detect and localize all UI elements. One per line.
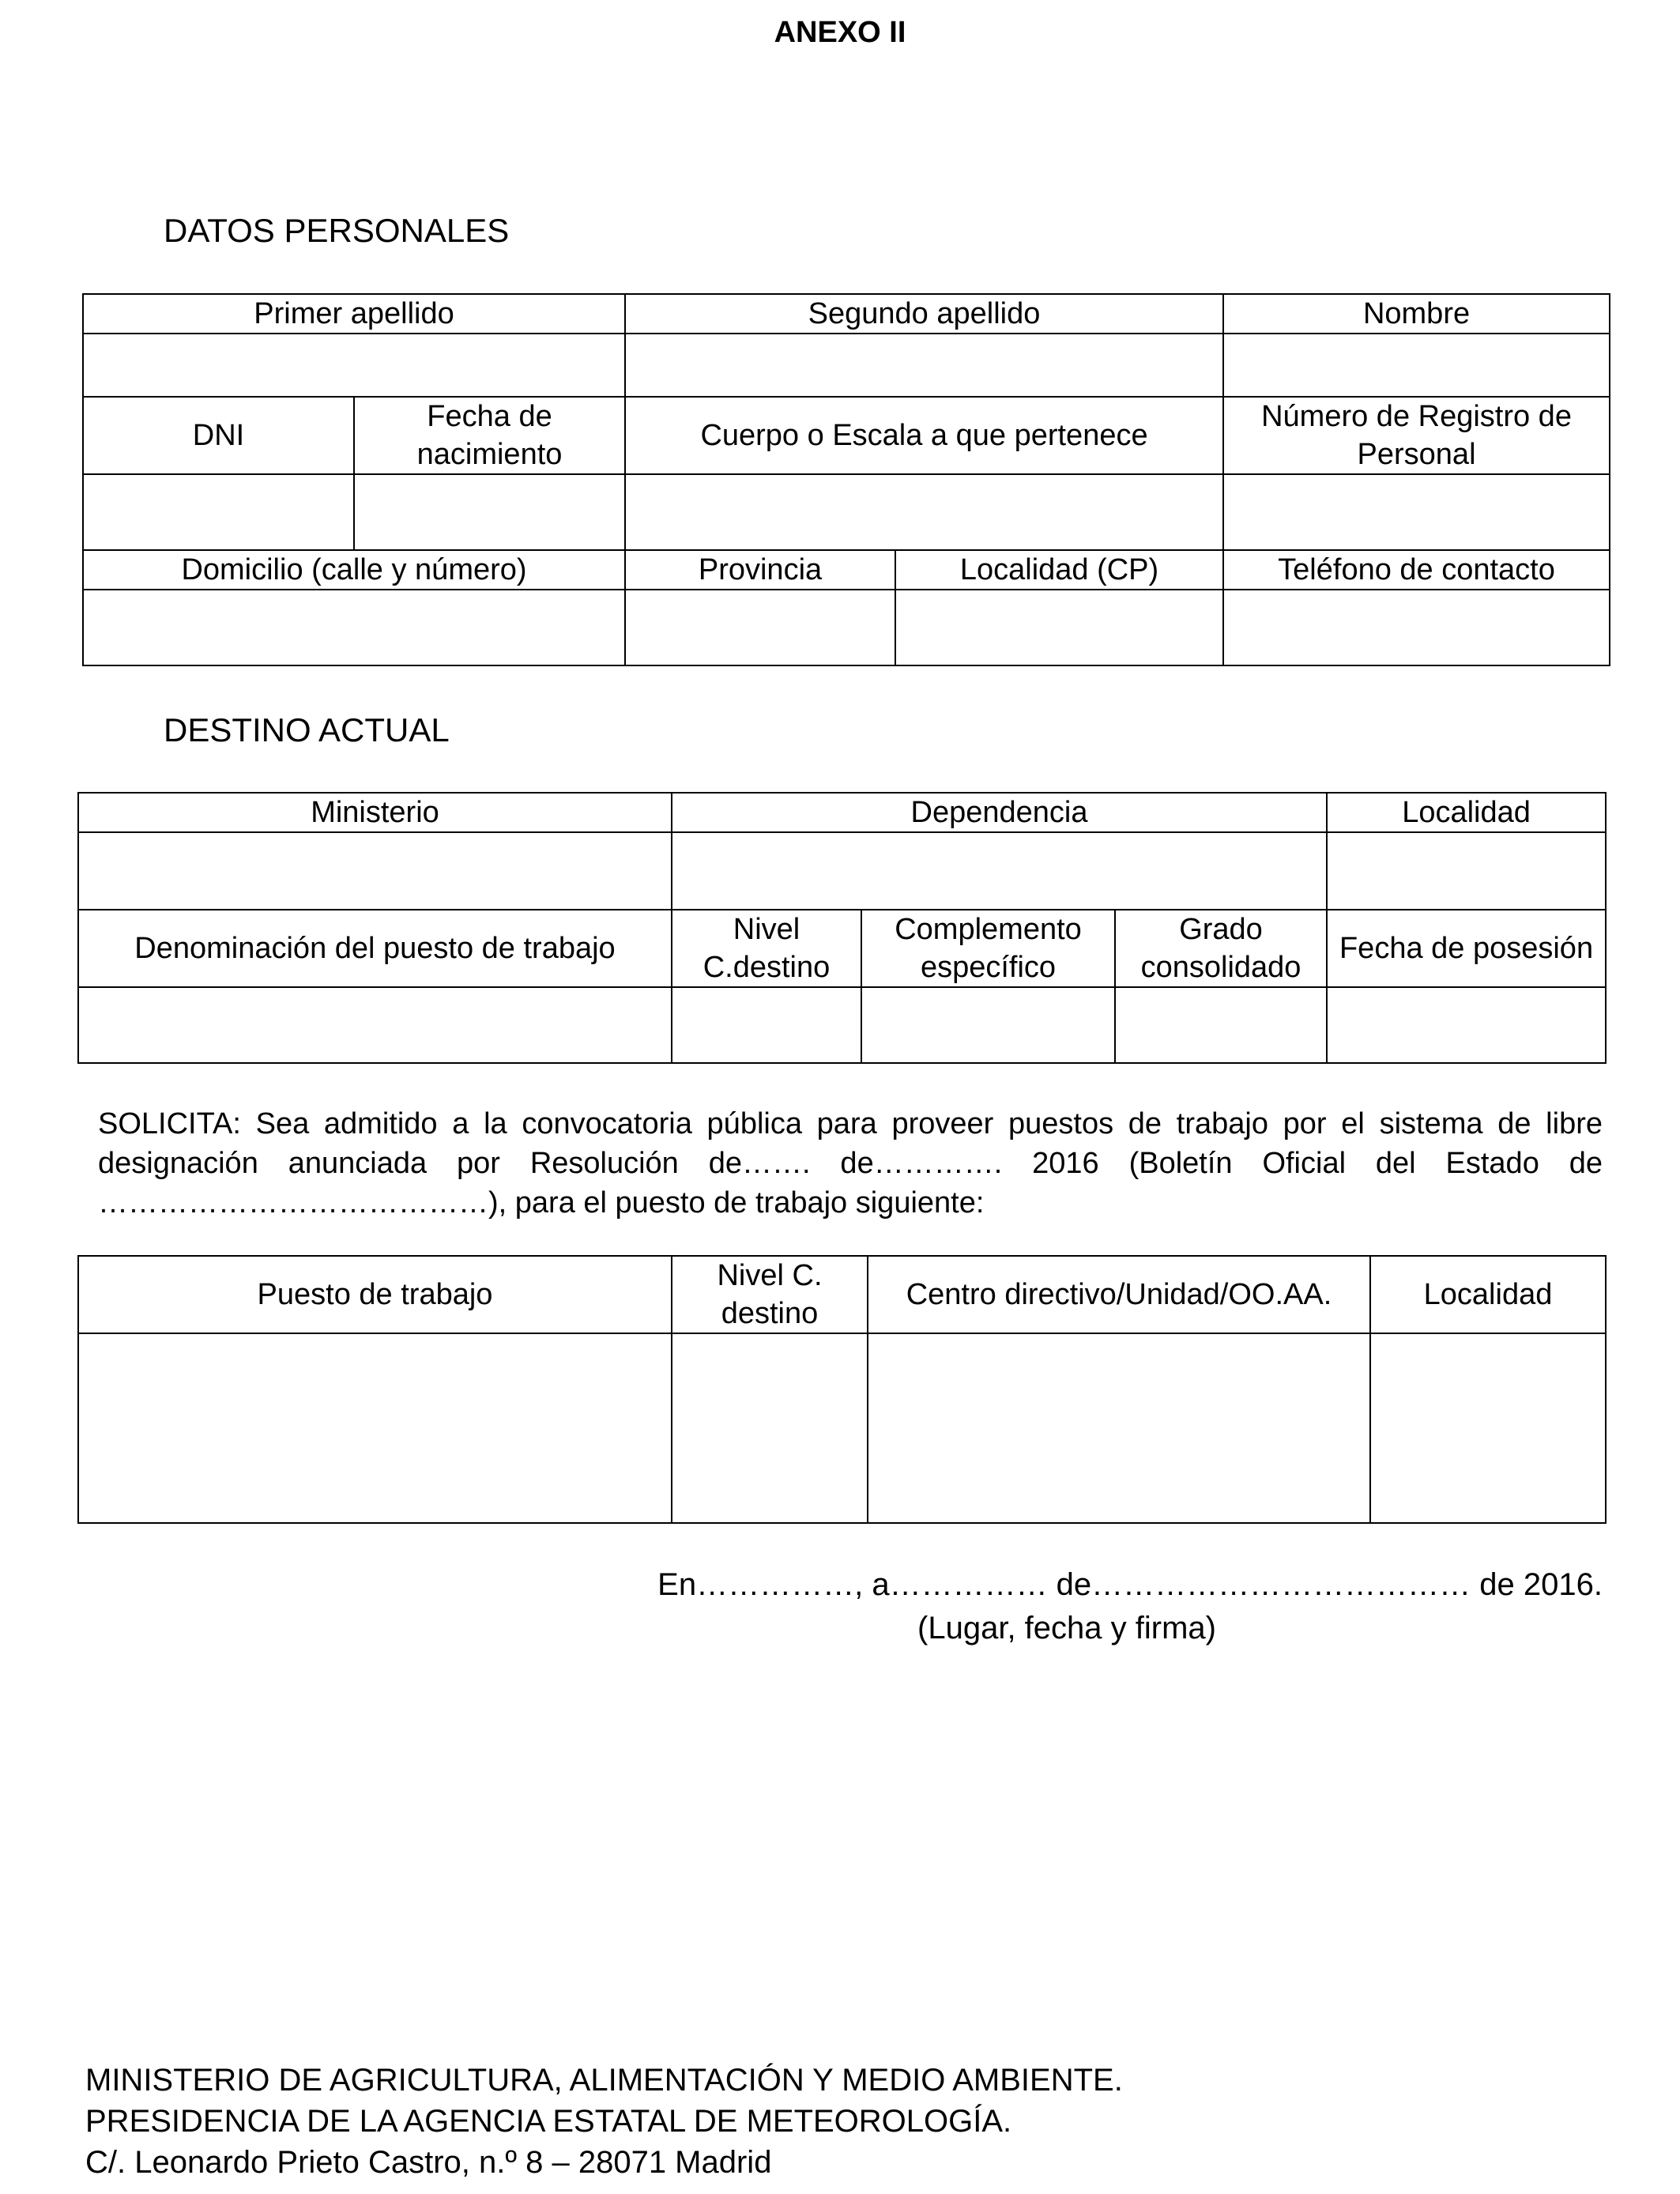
field-puesto-trabajo[interactable] [78,1333,672,1523]
destino-actual-table [77,792,1607,1064]
header-provincia: Provincia [625,550,895,590]
header-localidad-cp: Localidad (CP) [895,550,1223,590]
header-telefono-contacto: Teléfono de contacto [1223,550,1610,590]
field-ministerio[interactable] [78,832,672,910]
field-cuerpo-escala[interactable] [625,474,1223,550]
field-dependencia[interactable] [672,832,1327,910]
header-cuerpo-escala: Cuerpo o Escala a que pertenece [625,397,1223,474]
header-centro-directivo: Centro directivo/Unidad/OO.AA. [868,1256,1370,1333]
header-dependencia: Dependencia [672,793,1327,832]
header-denominacion-puesto: Denominación del puesto de trabajo [78,910,672,987]
field-denominacion-puesto[interactable] [78,987,672,1063]
header-segundo-apellido: Segundo apellido [625,294,1223,334]
footer-line-address: C/. Leonardo Prieto Castro, n.º 8 – 28071 Madrid [85,2145,772,2180]
solicita-paragraph: SOLICITA: Sea admitido a la convocatoria pública para proveer puestos de trabajo por el sistema de libre designación anunciada por Resolución de……. de…………. 2016 (Boletín Oficial del Estado de …………………………………), para el puesto de trabajo siguiente: [98,1107,1603,1220]
field-nivel-c-destino[interactable] [672,987,861,1063]
document-title: ANEXO II [774,16,906,49]
header-ministerio: Ministerio [78,793,672,832]
field-nombre[interactable] [1223,334,1610,397]
field-dni[interactable] [83,474,354,550]
header-puesto-trabajo: Puesto de trabajo [78,1256,672,1333]
date-line: En……………, a…………… de……………………………… de 2016. [657,1567,1603,1602]
header-fecha-posesion: Fecha de posesión [1327,910,1606,987]
section-heading-datos-personales: DATOS PERSONALES [164,212,510,249]
field-centro-directivo[interactable] [868,1333,1370,1523]
signature-caption: (Lugar, fecha y firma) [917,1611,1216,1646]
field-grado-consolidado[interactable] [1115,987,1327,1063]
field-provincia[interactable] [625,590,895,665]
field-telefono-contacto[interactable] [1223,590,1610,665]
field-domicilio[interactable] [83,590,625,665]
footer-line-presidencia: PRESIDENCIA DE LA AGENCIA ESTATAL DE METEOROLOGÍA. [85,2104,1012,2139]
section-heading-destino-actual: DESTINO ACTUAL [164,711,450,748]
field-fecha-posesion[interactable] [1327,987,1606,1063]
footer-line-ministerio: MINISTERIO DE AGRICULTURA, ALIMENTACIÓN Y MEDIO AMBIENTE. [85,2063,1123,2098]
puesto-solicitado-table [77,1255,1607,1524]
field-segundo-apellido[interactable] [625,334,1223,397]
header-dni: DNI [83,397,354,474]
header-domicilio: Domicilio (calle y número) [83,550,625,590]
field-complemento-especifico[interactable] [861,987,1115,1063]
header-nivel-c-destino-solicitado: Nivel C. destino [672,1256,868,1333]
header-numero-registro-personal: Número de Registro de Personal [1223,397,1610,474]
datos-personales-table [82,293,1610,666]
header-nombre: Nombre [1223,294,1610,334]
header-fecha-nacimiento: Fecha de nacimiento [354,397,625,474]
header-localidad-solicitada: Localidad [1370,1256,1606,1333]
header-localidad: Localidad [1327,793,1606,832]
field-numero-registro-personal[interactable] [1223,474,1610,550]
header-primer-apellido: Primer apellido [83,294,625,334]
field-localidad-solicitada[interactable] [1370,1333,1606,1523]
header-grado-consolidado: Grado consolidado [1115,910,1327,987]
field-primer-apellido[interactable] [83,334,625,397]
field-localidad[interactable] [1327,832,1606,910]
field-nivel-c-destino-solicitado[interactable] [672,1333,868,1523]
header-complemento-especifico: Complemento específico [861,910,1115,987]
header-nivel-c-destino: Nivel C.destino [672,910,861,987]
field-fecha-nacimiento[interactable] [354,474,625,550]
field-localidad-cp[interactable] [895,590,1223,665]
